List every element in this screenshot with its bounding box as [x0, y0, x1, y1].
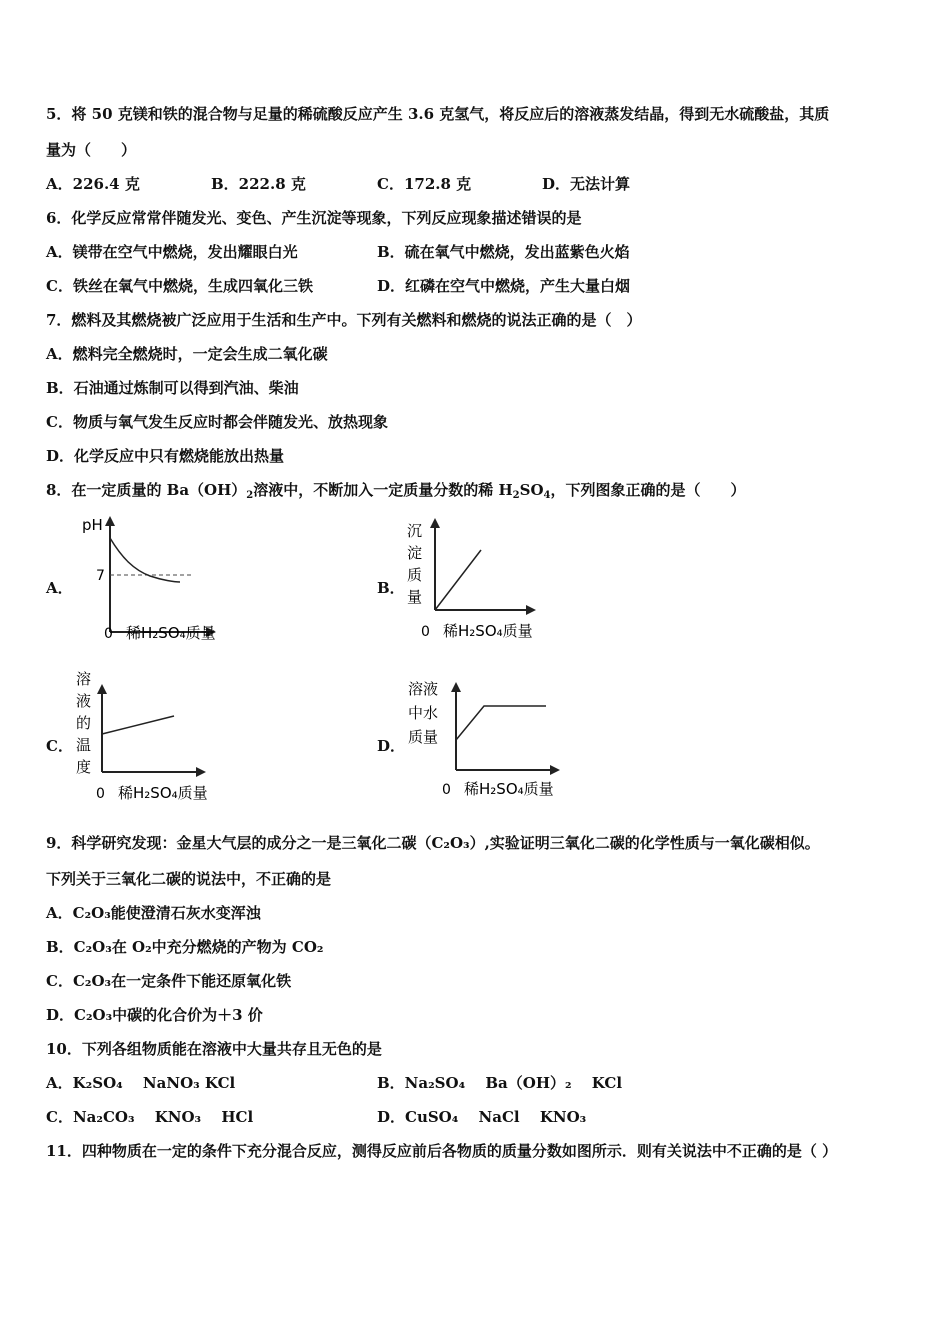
q8-d-y-label-2: 中水: [408, 704, 439, 722]
q5-option-a: A．226.4 克: [46, 175, 140, 193]
q5-option-d: D．无法计算: [542, 175, 631, 193]
q8-c-y-label-3: 的: [76, 714, 92, 732]
q8-a-x-label: 稀H₂SO₄质量: [126, 624, 216, 642]
q8-letter-b: B．: [377, 579, 405, 597]
q10-option-a: A．K₂SO₄ NaNO₃ KCl: [46, 1074, 236, 1092]
q8-graph-a: [70, 510, 240, 645]
q8-c-y-label-2: 液: [76, 692, 92, 710]
q5-option-b: B．222.8 克: [211, 175, 306, 193]
q8-letter-a: A．: [46, 579, 73, 597]
q6-option-c: C．铁丝在氧气中燃烧，生成四氧化三铁: [46, 277, 313, 295]
q8-c-y-label-4: 温: [76, 736, 92, 754]
q8-graph-d: [400, 672, 570, 807]
q7-stem: 7．燃料及其燃烧被广泛应用于生活和生产中。下列有关燃料和燃烧的说法正确的是（ ）: [46, 311, 642, 329]
q9-option-b: B．C₂O₃在 O₂中充分燃烧的产物为 CO₂: [46, 938, 324, 956]
q6-option-d: D．红磷在空气中燃烧，产生大量白烟: [377, 277, 631, 295]
q5-option-c: C．172.8 克: [377, 175, 472, 193]
q8-b-y-label-4: 量: [407, 588, 423, 606]
q8-b-origin: 0: [421, 624, 430, 640]
q11-stem: 11．四种物质在一定的条件下充分混合反应，测得反应前后各物质的质量分数如图所示．则有关说法中不正确的是（ ）: [46, 1142, 838, 1160]
q10-option-d: D．CuSO₄ NaCl KNO₃: [377, 1108, 587, 1126]
q8-a-origin: 0: [104, 626, 113, 642]
q6-stem: 6．化学反应常常伴随发光、变色、产生沉淀等现象，下列反应现象描述错误的是: [46, 209, 582, 227]
q9-option-a: A．C₂O₃能使澄清石灰水变浑浊: [46, 904, 261, 922]
q8-graph-b: [395, 510, 565, 645]
q8-a-seven-mark: 7: [96, 568, 105, 584]
q8-graph-c: [70, 668, 240, 808]
q8-b-x-label: 稀H₂SO₄质量: [443, 622, 533, 640]
q6-option-a: A．镁带在空气中燃烧，发出耀眼白光: [46, 243, 298, 261]
q5-stem-line1: 5．将 50 克镁和铁的混合物与足量的稀硫酸反应产生 3.6 克氢气，将反应后的溶液蒸发结晶，得到无水硫酸盐，其质: [46, 105, 830, 123]
q8-c-y-label-5: 度: [76, 758, 92, 776]
q8-a-y-label: pH: [82, 516, 103, 534]
q9-option-c: C．C₂O₃在一定条件下能还原氧化铁: [46, 972, 292, 990]
q8-c-y-label-1: 溶: [76, 670, 92, 688]
q8-d-origin: 0: [442, 782, 451, 798]
q5-stem-line2: 量为（ ）: [46, 141, 137, 159]
q8-b-y-label-1: 沉: [407, 522, 423, 540]
q10-option-c: C．Na₂CO₃ KNO₃ HCl: [46, 1108, 254, 1126]
q9-stem-line1: 9．科学研究发现：金星大气层的成分之一是三氧化二碳（C₂O₃）,实验证明三氧化二碳的化学性质与一氧化碳相似。: [46, 834, 820, 852]
q8-d-x-label: 稀H₂SO₄质量: [464, 780, 554, 798]
q7-option-c: C．物质与氧气发生反应时都会伴随发光、放热现象: [46, 413, 388, 431]
q7-option-b: B．石油通过炼制可以得到汽油、柴油: [46, 379, 299, 397]
q9-option-d: D．C₂O₃中碳的化合价为＋3 价: [46, 1006, 263, 1024]
q6-option-b: B．硫在氧气中燃烧，发出蓝紫色火焰: [377, 243, 630, 261]
q7-option-a: A．燃料完全燃烧时，一定会生成二氧化碳: [46, 345, 328, 363]
q8-c-origin: 0: [96, 786, 105, 802]
q10-stem: 10．下列各组物质能在溶液中大量共存且无色的是: [46, 1040, 382, 1058]
q8-b-y-label-3: 质: [407, 566, 423, 584]
q8-stem: 8．在一定质量的 $Ba(OH)_2$溶液中，不断加入一定质量分数的稀 $H_2SO_4$，下列图象正确的是（ ）: [46, 481, 746, 501]
q8-c-x-label: 稀H₂SO₄质量: [118, 784, 208, 802]
q8-b-line: [435, 550, 481, 610]
q8-d-y-label-1: 溶液: [408, 680, 439, 698]
q7-option-d: D．化学反应中只有燃烧能放出热量: [46, 447, 285, 465]
q8-b-y-label-2: 淀: [407, 544, 423, 562]
q10-option-b: B．Na₂SO₄ Ba（OH）₂ KCl: [377, 1074, 623, 1092]
q8-letter-d: D．: [377, 737, 406, 755]
q9-stem-line2: 下列关于三氧化二碳的说法中，不正确的是: [46, 870, 332, 888]
q8-d-y-label-3: 质量: [408, 728, 439, 746]
q8-c-line: [102, 716, 174, 734]
q8-letter-c: C．: [46, 737, 73, 755]
q8-d-line: [456, 706, 546, 740]
